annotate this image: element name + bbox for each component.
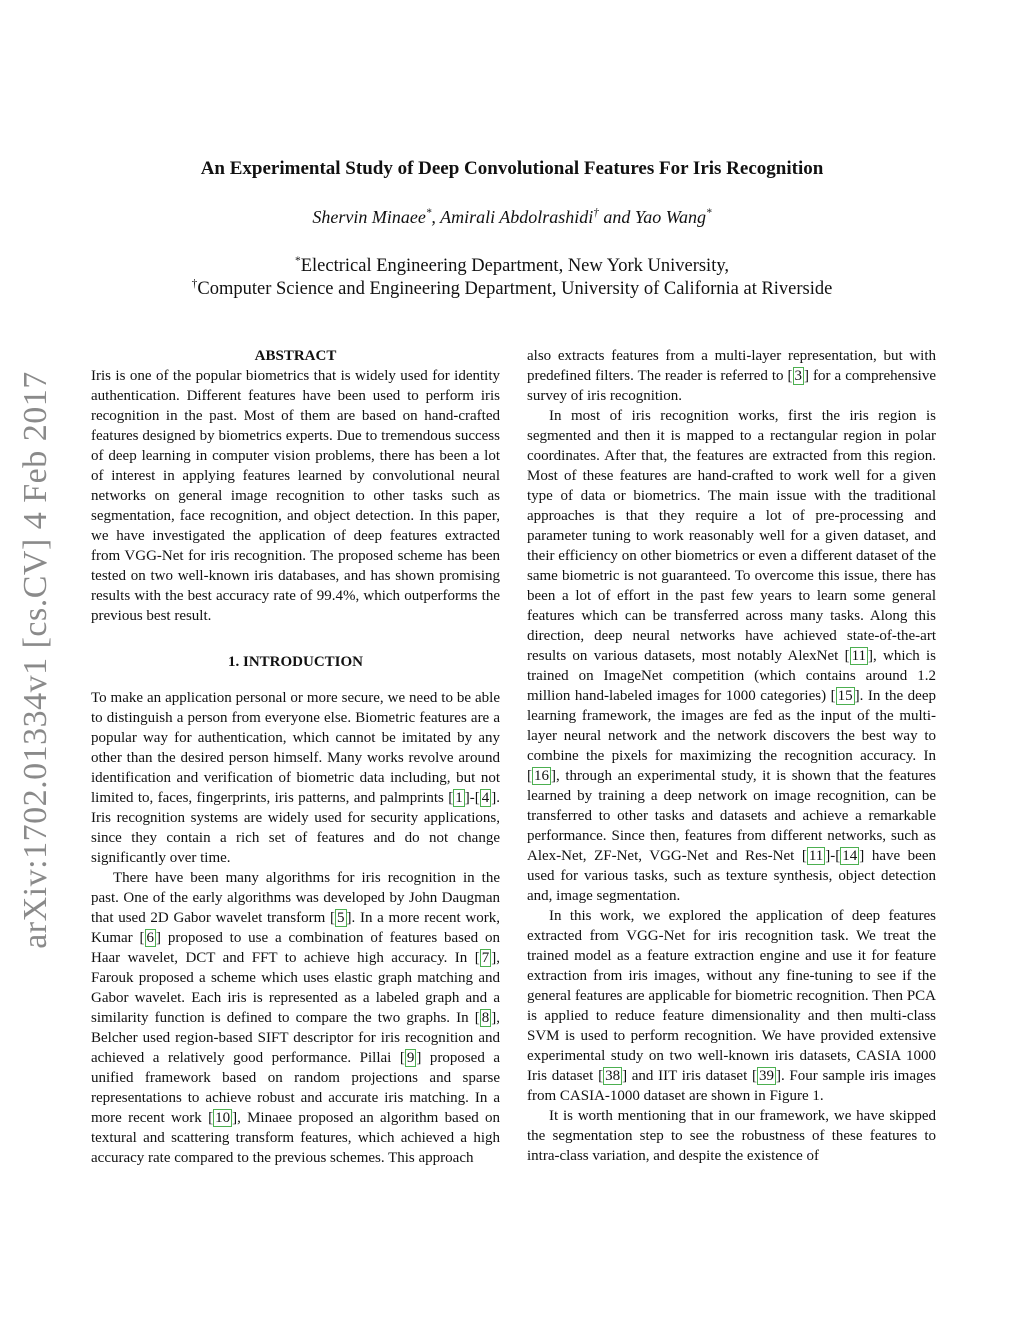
- author-3: and Yao Wang: [598, 207, 707, 227]
- text-run: have been used for various tasks, such as texture synthesis, object detection and, image segmentation.: [527, 848, 936, 904]
- citation-link[interactable]: 11: [808, 848, 824, 864]
- citation-link[interactable]: 16: [534, 768, 549, 784]
- intro-paragraph-2-continued: also extracts features from a multi-layer representation, but with predefined filters. The reader is referred to [ 3 ] for a comprehensive survey of iris recognition.: [527, 348, 936, 404]
- intro-paragraph-3: In most of iris recognition works, first the iris region is segmented and then it is mapped to a rectangular region in polar coordinates. After that, the features are extracted from this region. Most of these features are hand-crafted to work well for a given type of data or biometrics. The main issue with the traditional approaches is that they require a lot of pre-processing and parameter tuning to work reasonably well for a given dataset, and their efficiency on other biometrics or even a different dataset of the same biometric is not guaranteed. To overcome this issue, there has been a lot of effort in the past few years to learn some general features which can be transferred across many tasks. Along this direction, deep neural networks have achieved state-of-the-art results on various datasets, most notably AlexNet [ 11 ], which is trained on ImageNet competition (which contains around 1.2 million hand-labeled images for 1000 categories) [ 15 ]. In the deep learning framework, the images are fed as the input of the multi-layer neural network and the network discovers the best way to combine the pixels for maximizing the recognition accuracy. In [ 16 ], through an experimental study, it is shown that the features learned by training a deep network on image recognition, can be transferred to other tasks and datasets and achieve a remarkable performance. Since then, features from different networks, such as Alex-Net, ZF-Net, VGG-Net and Res-Net [ 11 ]-[ 14 ] have been used for various tasks, such as texture synthesis, object detection and, image segmentation.: [527, 408, 936, 904]
- text-run: , Belcher used region-based SIFT descriptor for iris recognition and achieved a relatively good performance. Pillai: [91, 1010, 500, 1066]
- intro-paragraph-5: [527, 1106, 936, 1166]
- citation-link[interactable]: 7: [481, 950, 490, 966]
- text-run: . Four sample iris images from CASIA-1000 dataset are shown in Figure 1.: [527, 1068, 937, 1104]
- citation-link[interactable]: 3: [794, 368, 803, 384]
- author-3-mark: *: [706, 207, 712, 219]
- text-run: and IIT iris dataset: [627, 1068, 752, 1084]
- paper-title: An Experimental Study of Deep Convolutional Features For Iris Recognition: [200, 158, 824, 179]
- citation-link[interactable]: 15: [837, 688, 853, 704]
- text-run: There have been many algorithms for iris recognition in the past. One of the early algorithms was developed by John Daugman that used 2D Gabor wavelet transform: [91, 870, 500, 926]
- text-run: for a comprehensive survey of iris recognition.: [527, 368, 936, 404]
- text-run: It is worth mentioning that in our framework, we have skipped the segmentation step to see the robustness of these features to intra-class variation, and despite the existence of: [527, 1108, 936, 1164]
- author-1-mark: *: [425, 207, 432, 219]
- citation-link[interactable]: 6: [146, 930, 154, 946]
- intro-paragraph-4: In this work, we explored the application of deep features extracted from VGG-Net for iris recognition task. We treat the trained model as a feature extraction engine and use it for feature extraction from iris images, without any fine-tuning to see if the general features are applicable for biometric recognition. Then PCA is applied to reduce feature dimensionality and then multi-class SVM is used to perform recognition. We have provided extensive experimental study on two well-known iris datasets, CASIA 1000 Iris dataset [ 38 ] and IIT iris dataset [ 39 ]. Four sample iris images from CASIA-1000 dataset are shown in Figure 1.: [527, 908, 937, 1104]
- text-run: In this work, we explored the application of deep features extracted from VGG-Net for iris recognition task. We treat the trained model as a feature extraction engine and use it for feature extraction from iris images, without any fine-tuning to see if the general features are applicable for biometric recognition. Then PCA is applied to reduce feature dimensionality and then multi-class SVM is used to perform recognition. We have provided extensive experimental study on two well-known iris datasets, CASIA 1000 Iris dataset: [527, 908, 936, 1084]
- affiliation-2: [0, 279, 1024, 300]
- arxiv-stamp: [6, 360, 66, 960]
- affiliation-2-text: Computer Science and Engineering Department, University of California at Riverside: [197, 279, 833, 299]
- text-run: , through an experimental study, it is shown that the features learned by training a deep network on image recognition, can be transferred to other tasks and datasets and achieve a remarkable performance. Since then, features from different networks, such as Alex-Net, ZF-Net, VGG-Net and Res-Net: [527, 768, 936, 864]
- text-run: In most of iris recognition works, first the iris region is segmented and then it is mapped to a rectangular region in polar coordinates. After that, the features are extracted from this region. Most of these features are hand-crafted to work well for a given type of data or biometrics. The main issue with the traditional approaches is that they require a lot of pre-processing and parameter tuning to work reasonably well for a given dataset, and their efficiency on other biometrics or even a different dataset of the same biometric is not guaranteed. To overcome this issue, there has been a lot of effort in the past few years to learn some general features which can be transferred across many tasks. Along this direction, deep neural networks have achieved state-of-the-art results on various datasets, most notably AlexNet: [527, 408, 936, 664]
- intro-paragraph-1: To make an application personal or more secure, we need to be able to distinguish a person from everyone else. Biometric features are a popular way for authentication, which cannot be imitated by any other than the desired person himself. Many works revolve around identification and verification of biometric data including, but not limited to, faces, fingerprints, iris patterns, and palmprints [ 1 ]-[ 4 ]. Iris recognition systems are widely used for security applications, since they contain a rich set of features and do not change significantly over time.: [91, 690, 500, 866]
- author-list: [0, 207, 1024, 228]
- abstract-text: Iris is one of the popular biometrics that is widely used for identity authentication. Different features have been used to perform iris recognition in the past. Most of them are based on hand-crafted features designed by biometrics experts. Due to tremendous success of deep learning in computer vision problems, there has been a lot of interest in applying features learned by convolutional neural networks on general image recognition to other tasks such as segmentation, face recognition, and object detection. In this paper, we have investigated the application of deep features extracted from VGG-Net for iris recognition. The proposed scheme has been tested on two well-known iris databases, and has shown promising results with the best accuracy rate of 99.4%, which outperforms the previous best result.: [91, 368, 500, 624]
- affiliation-2-mark: †: [191, 277, 198, 290]
- text-run: proposed a unified framework based on random projections and sparse representations to achieve robust and accurate iris matching. In a more recent work: [91, 1050, 500, 1126]
- left-column: [91, 346, 500, 1168]
- citation-link[interactable]: 8: [481, 1010, 490, 1026]
- text-run: proposed to use a combination of features based on Haar wavelet, DCT and FFT to achieve high accuracy. In: [91, 930, 500, 966]
- text-run: ]. Iris recognition systems are widely used for security applications, since they contain a rich set of features and do not change significantly over time.: [91, 790, 500, 866]
- citation-link[interactable]: 5: [337, 910, 345, 926]
- text-run: , which is trained on ImageNet competition (which contains around 1.2 million hand-labeled images for 1000 categories): [527, 648, 936, 704]
- arxiv-stamp-text: arXiv:1702.01334v1 [cs.CV] 4 Feb 2017: [17, 371, 54, 949]
- affiliation-1: [0, 256, 1024, 277]
- affiliation-1-text: Electrical Engineering Department, New York University,: [300, 256, 730, 276]
- text-run: , Minaee proposed an algorithm based on textural and scattering transform features, which achieved a high accuracy rate compared to the previous schemes. This approach: [91, 1110, 500, 1166]
- citation-link[interactable]: 38: [605, 1068, 621, 1084]
- text-run: , Farouk proposed a scheme which uses elastic graph matching and Gabor wavelet. Each iris is represented as a labeled graph and a similarity function is defined to compare the two graphs. In: [91, 950, 500, 1026]
- citation-link[interactable]: 9: [406, 1050, 415, 1066]
- author-1: Shervin Minaee: [312, 207, 426, 227]
- citation-link[interactable]: 1: [455, 790, 463, 806]
- introduction-heading: 1. INTRODUCTION: [227, 654, 363, 670]
- intro-paragraph-2: There have been many algorithms for iris recognition in the past. One of the early algorithms was developed by John Daugman that used 2D Gabor wavelet transform [ 5 ]. In a more recent work, Kumar [ 6 ] proposed to use a combination of features based on Haar wavelet, DCT and FFT to achieve high accuracy. In [ 7 ], Farouk proposed a scheme which uses elastic graph matching and Gabor wavelet. Each iris is represented as a labeled graph and a similarity function is defined to compare the two graphs. In [ 8 ], Belcher used region-based SIFT descriptor for iris recognition and achieved a relatively good performance. Pillai [ 9 ] proposed a unified framework based on random projections and sparse representations to achieve robust and accurate iris matching. In a more recent work [ 10 ], Minaee proposed an algorithm based on textural and scattering transform features, which achieved a high accuracy rate compared to the previous schemes. This approach: [91, 870, 500, 1166]
- author-2: , Amirali Abdolrashidi: [431, 207, 594, 227]
- text-run: . In the deep learning framework, the images are fed as the input of the multi-layer neural network and the network discovers the best way to combine the pixels for maximizing the recognition accuracy. In: [527, 688, 936, 764]
- text-run: To make an application personal or more secure, we need to be able to distinguish a person from everyone else. Biometric features are a popular way for authentication, which cannot be imitated by any other than the desired person himself. Many works revolve around identification and verification of biometric data including, but not limited to, faces, fingerprints, iris patterns, and palmprints: [91, 690, 500, 806]
- affiliation-1-mark: *: [294, 254, 301, 267]
- text-run: -: [469, 790, 475, 806]
- right-column: [527, 346, 936, 1166]
- text-run: -: [830, 848, 836, 864]
- abstract-heading: ABSTRACT: [254, 348, 337, 364]
- citation-link[interactable]: 14: [842, 848, 858, 864]
- citation-link[interactable]: 11: [851, 648, 867, 664]
- citation-link[interactable]: 10: [215, 1110, 231, 1126]
- text-run: also extracts features from a multi-layer representation, but with predefined filters. The reader is referred to: [527, 348, 936, 384]
- text-run: . In a more recent work, Kumar: [91, 910, 500, 946]
- author-2-mark: †: [593, 207, 599, 219]
- citation-link[interactable]: 4: [481, 790, 490, 806]
- citation-link[interactable]: 39: [758, 1068, 774, 1084]
